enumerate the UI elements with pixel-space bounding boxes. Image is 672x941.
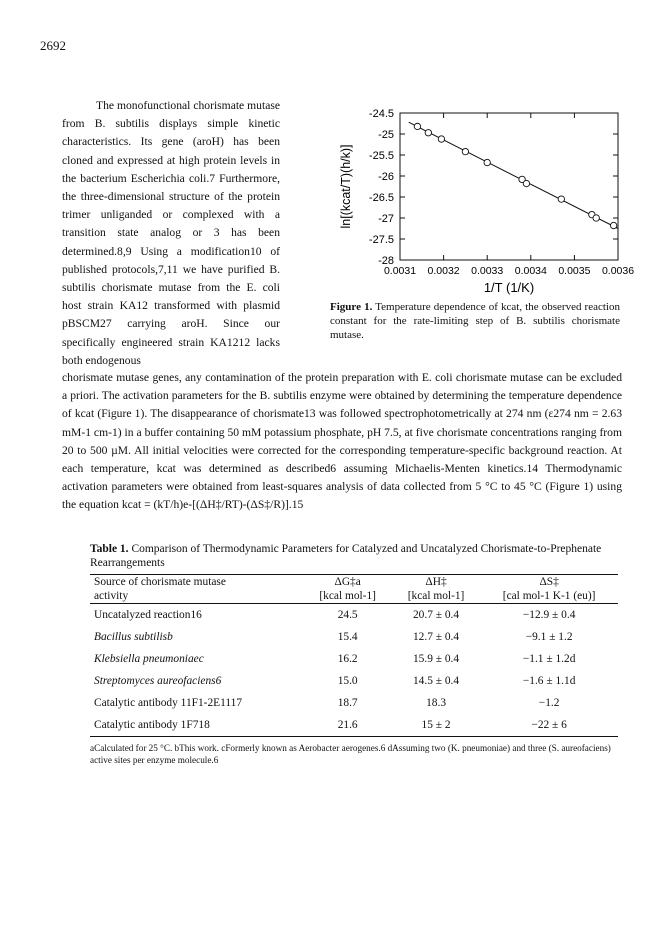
data-point	[425, 130, 431, 136]
row-ds: −1.6 ± 1.1d	[522, 675, 576, 687]
header-source-2: activity	[90, 589, 303, 604]
table-title-label: Table 1.	[90, 543, 129, 555]
data-point	[484, 159, 490, 165]
data-point	[593, 215, 599, 221]
x-axis-label: 1/T (1/K)	[483, 280, 535, 295]
row-dg: 24.5	[337, 609, 358, 621]
row-ds: −1.2	[538, 697, 560, 709]
row-ds: −12.9 ± 0.4	[522, 609, 576, 621]
row-ds: −1.1 ± 1.2d	[522, 653, 576, 665]
x-tick-label: 0.0031	[383, 265, 417, 277]
row-dh: 12.7 ± 0.4	[412, 631, 460, 643]
row-dg: 16.2	[337, 653, 358, 665]
row-dh: 15 ± 2	[392, 714, 480, 737]
page-number: 2692	[40, 38, 66, 53]
body-paragraph: chorismate mutase genes, any contamination of the protein preparation with E. coli chorismate mutase can be excluded a priori. The activation parameters for the B. subtilis enzyme were obtained by determining the temperature dependence of kcat (Figure 1). The disappearance of chorismate13 was followed spectrophotometrically at 274 nm (ε274 nm = 2.63 mM-1 cm-1) in a buffer containing 50 mM potassium phosphate, pH 7.5, at five chorismate concentrations ranging from 20 to 500 µM. All initial velocities were corrected for the corresponding temperature-specific background reaction. At each temperature, kcat was determined as described6 assuming Michaelis-Menten kinetics.14 Thermodynamic activation parameters were obtained from least-squares analysis of data collected from 5 °C to 45 °C (Figure 1) using the equation kcat = (kT/h)e-[(ΔH‡/RT)-(ΔS‡/R)].15	[62, 371, 622, 512]
left-column-text	[62, 97, 280, 370]
row-source: Uncatalyzed reaction16	[94, 609, 202, 621]
header-source: Source of chorismate mutase	[90, 575, 303, 590]
row-dh: 18.3	[426, 697, 447, 709]
parameters-table	[90, 574, 618, 737]
figure-1-chart	[300, 95, 635, 300]
table-body	[90, 604, 618, 737]
table-row	[90, 670, 618, 692]
body-text	[62, 369, 622, 515]
row-dh: 15.9 ± 0.4	[412, 653, 460, 665]
row-source: Catalytic antibody 1F718	[90, 714, 303, 737]
header-dh: ΔH‡	[392, 575, 480, 590]
header-dg: ΔG‡a	[303, 575, 391, 590]
row-source: Klebsiella pneumoniaec	[94, 653, 204, 665]
table-header-row-units	[90, 589, 618, 604]
data-point	[610, 222, 616, 228]
row-source: Catalytic antibody 11F1-2E1117	[94, 697, 243, 709]
row-ds: −22 ± 6	[480, 714, 618, 737]
row-dg: 15.4	[337, 631, 358, 643]
y-tick-label: -27.5	[368, 234, 394, 246]
table-row	[90, 714, 618, 737]
header-dh-units: [kcal mol-1]	[392, 589, 480, 604]
row-ds: −9.1 ± 1.2	[525, 631, 573, 643]
data-point	[558, 196, 564, 202]
y-tick-label: -25	[378, 129, 394, 141]
row-source: Bacillus subtilisb	[94, 631, 173, 643]
figure-caption	[330, 300, 620, 342]
y-tick-label: -26.5	[368, 192, 394, 204]
data-point	[438, 136, 444, 142]
y-tick-label: -28	[378, 255, 394, 267]
row-source: Streptomyces aureofaciens6	[94, 675, 222, 687]
row-dh: 20.7 ± 0.4	[412, 609, 460, 621]
row-dg: 21.6	[303, 714, 391, 737]
x-tick-label: 0.0036	[601, 265, 635, 277]
data-point	[523, 180, 529, 186]
left-column-paragraph: The monofunctional chorismate mutase from B. subtilis displays simple kinetic characteristics. Its gene (aroH) has been cloned and expressed at high protein levels in the bacterium Escherichia coli.7 Furthermore, the three-dimensional structure of the protein trimer unliganded or complexed with a transition state analog or 3 has been determined.8,9 Using a modification10 of published protocols,7,11 we have purified B. subtilis chorismate mutase from the E. coli host strain KA12 transformed with plasmid pBSCM27 carrying aroH. Since our specifically engineered strain KA1212 lacks both endogenous	[62, 99, 280, 367]
header-dg-units: [kcal mol-1]	[303, 589, 391, 604]
y-tick-label: -26	[378, 171, 394, 183]
chart-svg	[300, 95, 635, 300]
figure-caption-label: Figure 1.	[330, 301, 373, 313]
row-dh: 14.5 ± 0.4	[412, 675, 460, 687]
table-row	[90, 692, 618, 714]
y-axis-label: ln[(kcat/T)(h/k)]	[339, 144, 353, 229]
row-dg: 18.7	[337, 697, 358, 709]
data-point	[414, 123, 420, 129]
plot-frame	[400, 113, 618, 260]
header-ds: ΔS‡	[480, 575, 618, 590]
y-tick-label: -24.5	[368, 108, 394, 120]
x-tick-label: 0.0033	[471, 265, 504, 277]
header-ds-units: [cal mol-1 K-1 (eu)]	[480, 589, 618, 604]
x-tick-label: 0.0032	[427, 265, 460, 277]
table-1	[90, 542, 618, 766]
table-title-text: Comparison of Thermodynamic Parameters for Catalyzed and Uncatalyzed Chorismate-to-Prephenate Rearrangements	[90, 543, 602, 569]
y-tick-label: -27	[378, 213, 394, 225]
x-tick-label: 0.0034	[514, 265, 547, 277]
figure-caption-text: Temperature dependence of kcat, the observed reaction constant for the rate-limiting step of B. subtilis chorismate mutase.	[330, 301, 620, 341]
row-dg: 15.0	[337, 675, 358, 687]
x-tick-label: 0.0035	[558, 265, 591, 277]
data-point	[462, 148, 468, 154]
table-header-row	[90, 575, 618, 590]
table-footnote: aCalculated for 25 °C. bThis work. cFormerly known as Aerobacter aerogenes.6 dAssuming two (K. pneumoniae) and three (S. aureofaciens) active sites per enzyme molecule.6	[90, 743, 611, 765]
table-title	[90, 542, 618, 570]
table-row	[90, 648, 618, 670]
table-row	[90, 604, 618, 627]
y-tick-label: -25.5	[368, 150, 394, 162]
table-row	[90, 626, 618, 648]
